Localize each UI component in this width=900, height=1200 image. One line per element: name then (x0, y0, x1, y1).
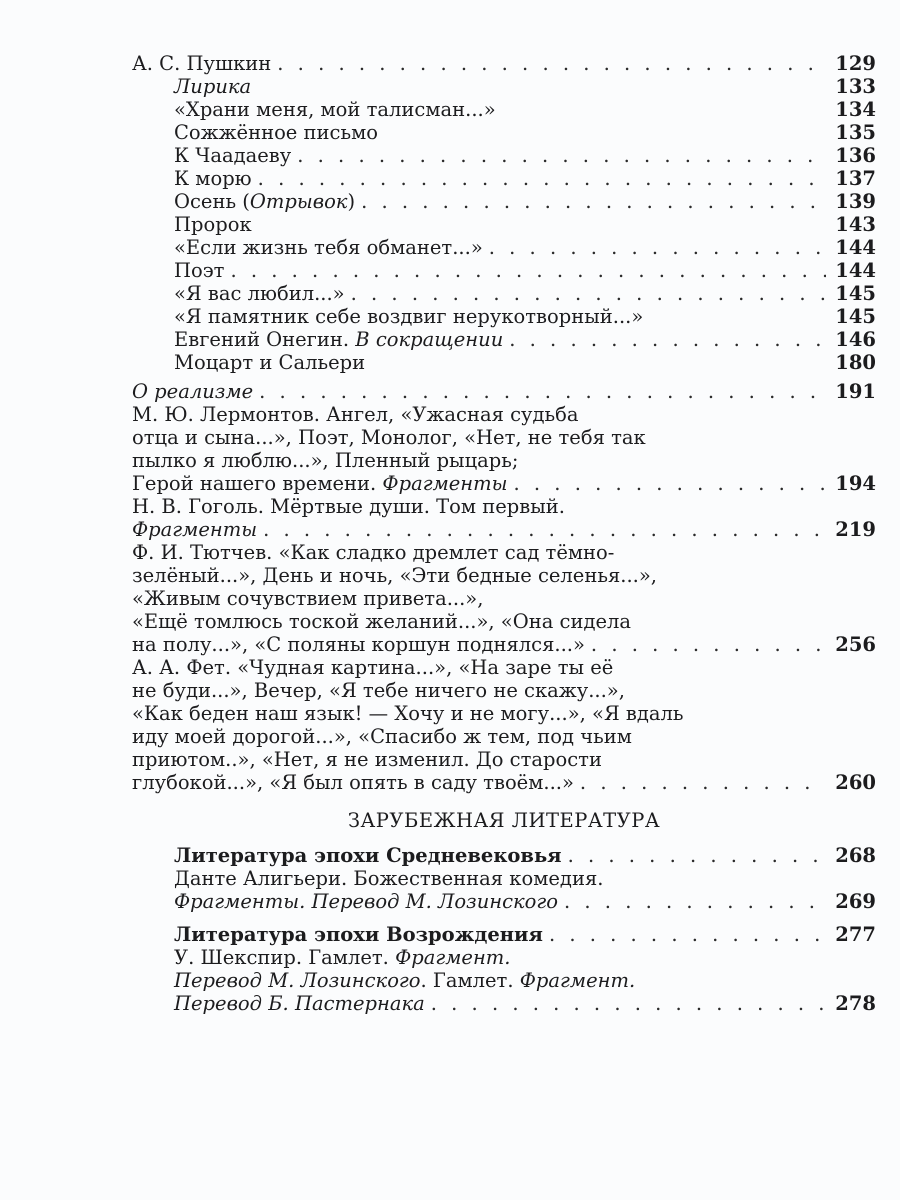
entry-line: Н. В. Гоголь. Мёртвые души. Том первый. (132, 495, 565, 518)
entry-line: не буди...», Вечер, «Я тебе ничего не скажу...», (132, 679, 625, 702)
toc-entry[interactable] (132, 305, 876, 328)
toc-entry[interactable] (132, 144, 876, 167)
dot-leader (351, 282, 826, 305)
dot-leader (549, 923, 826, 946)
entry-title: Фрагменты (132, 518, 258, 541)
entry-title (174, 190, 355, 213)
toc-entry-renaissance[interactable] (132, 923, 876, 946)
toc-entry-gogol[interactable] (132, 518, 876, 541)
entry-title: глубокой...», «Я был опять в саду твоём...» (132, 771, 574, 794)
entry-title-italic: В сокращении (355, 328, 504, 351)
toc-entry[interactable] (132, 328, 876, 351)
dot-leader (277, 52, 826, 75)
entry-title: О реализме (132, 380, 254, 403)
page-number: 144 (835, 259, 876, 282)
entry-title-italic: Отрывок (249, 190, 348, 213)
toc-entry[interactable] (132, 259, 876, 282)
entry-title: А. С. Пушкин (132, 52, 272, 75)
page-number: 180 (835, 351, 876, 374)
entry-line (132, 969, 876, 992)
page-number: 269 (835, 890, 876, 913)
page-number: 219 (835, 518, 876, 541)
dot-leader (564, 890, 826, 913)
entry-line: иду моей дорогой...», «Спасибо ж тем, под чьим (132, 725, 632, 748)
page-number: 134 (835, 98, 876, 121)
entry-title-italic: Фрагмент. (395, 946, 511, 969)
entry-title: на полу...», «С поляны коршун поднялся...» (132, 633, 585, 656)
dot-leader (263, 518, 826, 541)
toc-entry[interactable] (132, 351, 876, 374)
entry-line: М. Ю. Лермонтов. Ангел, «Ужасная судьба (132, 403, 579, 426)
entry-line (132, 946, 876, 969)
entry-title: К Чаадаеву (174, 144, 292, 167)
entry-title-part: У. Шекспир. Гамлет. (174, 946, 396, 969)
toc-entry-fet[interactable] (132, 771, 876, 794)
dot-leader (431, 992, 826, 1015)
entry-title-italic: Фрагменты (382, 472, 508, 495)
entry-title (174, 328, 503, 351)
page-number: 139 (835, 190, 876, 213)
page-number: 278 (835, 992, 876, 1015)
toc-entry[interactable] (132, 98, 876, 121)
toc-entry-tyutchev[interactable] (132, 633, 876, 656)
section-heading: ЗАРУБЕЖНАЯ ЛИТЕРАТУРА (347, 809, 661, 832)
entry-title-part: ) (347, 190, 356, 213)
entry-title: Фрагменты. Перевод М. Лозинского (174, 890, 559, 913)
dot-leader (591, 633, 826, 656)
page-number: 145 (835, 282, 876, 305)
entry-title: Перевод Б. Пастернака (174, 992, 425, 1015)
toc-entry-shakespeare[interactable] (132, 992, 876, 1015)
toc-entry[interactable] (132, 213, 876, 236)
page-number: 146 (835, 328, 876, 351)
page-number: 194 (835, 472, 876, 495)
dot-leader (230, 259, 826, 282)
entry-title: Лирика (174, 75, 252, 98)
dot-leader (297, 144, 826, 167)
toc-entry[interactable] (132, 236, 876, 259)
toc-entry-realism[interactable] (132, 380, 876, 403)
dot-leader (514, 472, 827, 495)
table-of-contents (132, 52, 876, 1015)
toc-entry-medieval[interactable] (132, 844, 876, 867)
entry-title-italic: Перевод М. Лозинского (174, 969, 421, 992)
toc-entry[interactable] (132, 75, 876, 98)
entry-title: «Храни меня, мой талисман...» (174, 98, 496, 121)
dot-leader (580, 771, 826, 794)
entry-title: Сожжённое письмо (174, 121, 378, 144)
entry-title: Моцарт и Сальери (174, 351, 366, 374)
page-number: 260 (835, 771, 876, 794)
page-number: 268 (835, 844, 876, 867)
toc-entry[interactable] (132, 121, 876, 144)
dot-leader (361, 190, 826, 213)
page-number: 129 (835, 52, 876, 75)
entry-title: «Я памятник себе воздвиг нерукотворный...» (174, 305, 644, 328)
page-number: 144 (835, 236, 876, 259)
entry-title: Пророк (174, 213, 252, 236)
entry-line: пылко я люблю...», Пленный рыцарь; (132, 449, 519, 472)
entry-title-part: Осень ( (174, 190, 250, 213)
entry-title: «Если жизнь тебя обманет...» (174, 236, 483, 259)
dot-leader (509, 328, 826, 351)
toc-entry-lermontov[interactable] (132, 472, 876, 495)
toc-entry-dante[interactable] (132, 890, 876, 913)
toc-entry[interactable] (132, 167, 876, 190)
page-number: 143 (835, 213, 876, 236)
page-number: 136 (835, 144, 876, 167)
page-number: 277 (835, 923, 876, 946)
page-number: 133 (835, 75, 876, 98)
page-number: 256 (835, 633, 876, 656)
toc-entry[interactable] (132, 282, 876, 305)
entry-line: приютом..», «Нет, я не изменил. До старости (132, 748, 602, 771)
page-number: 191 (835, 380, 876, 403)
entry-title: Литература эпохи Средневековья (174, 844, 562, 867)
entry-title: «Я вас любил...» (174, 282, 345, 305)
toc-entry[interactable] (132, 190, 876, 213)
dot-leader (259, 380, 826, 403)
entry-line: «Живым сочувствием привета...», (132, 587, 484, 610)
entry-line: «Как беден наш язык! — Хочу и не могу...», «Я вдаль (132, 702, 684, 725)
page-number: 145 (835, 305, 876, 328)
entry-line: Данте Алигьери. Божественная комедия. (174, 867, 604, 890)
entry-line: зелёный...», День и ночь, «Эти бедные селенья...», (132, 564, 657, 587)
toc-entry-pushkin[interactable] (132, 52, 876, 75)
entry-line: Ф. И. Тютчев. «Как сладко дремлет сад тёмно- (132, 541, 615, 564)
entry-line: А. А. Фет. «Чудная картина...», «На заре ты её (132, 656, 614, 679)
entry-title: Поэт (174, 259, 225, 282)
entry-line: отца и сына...», Поэт, Монолог, «Нет, не тебя так (132, 426, 646, 449)
dot-leader (489, 236, 826, 259)
entry-title-italic: Фрагмент. (519, 969, 636, 992)
dot-leader (258, 167, 826, 190)
entry-line: «Ещё томлюсь тоской желаний...», «Она сидела (132, 610, 632, 633)
entry-title-part: Евгений Онегин. (174, 328, 356, 351)
page-number: 135 (835, 121, 876, 144)
entry-title-part: . Гамлет. (420, 969, 520, 992)
dot-leader (568, 844, 826, 867)
entry-title-part: Герой нашего времени. (132, 472, 383, 495)
entry-title (132, 472, 508, 495)
entry-title: Литература эпохи Возрождения (174, 923, 543, 946)
page-number: 137 (835, 167, 876, 190)
entry-title: К морю (174, 167, 252, 190)
